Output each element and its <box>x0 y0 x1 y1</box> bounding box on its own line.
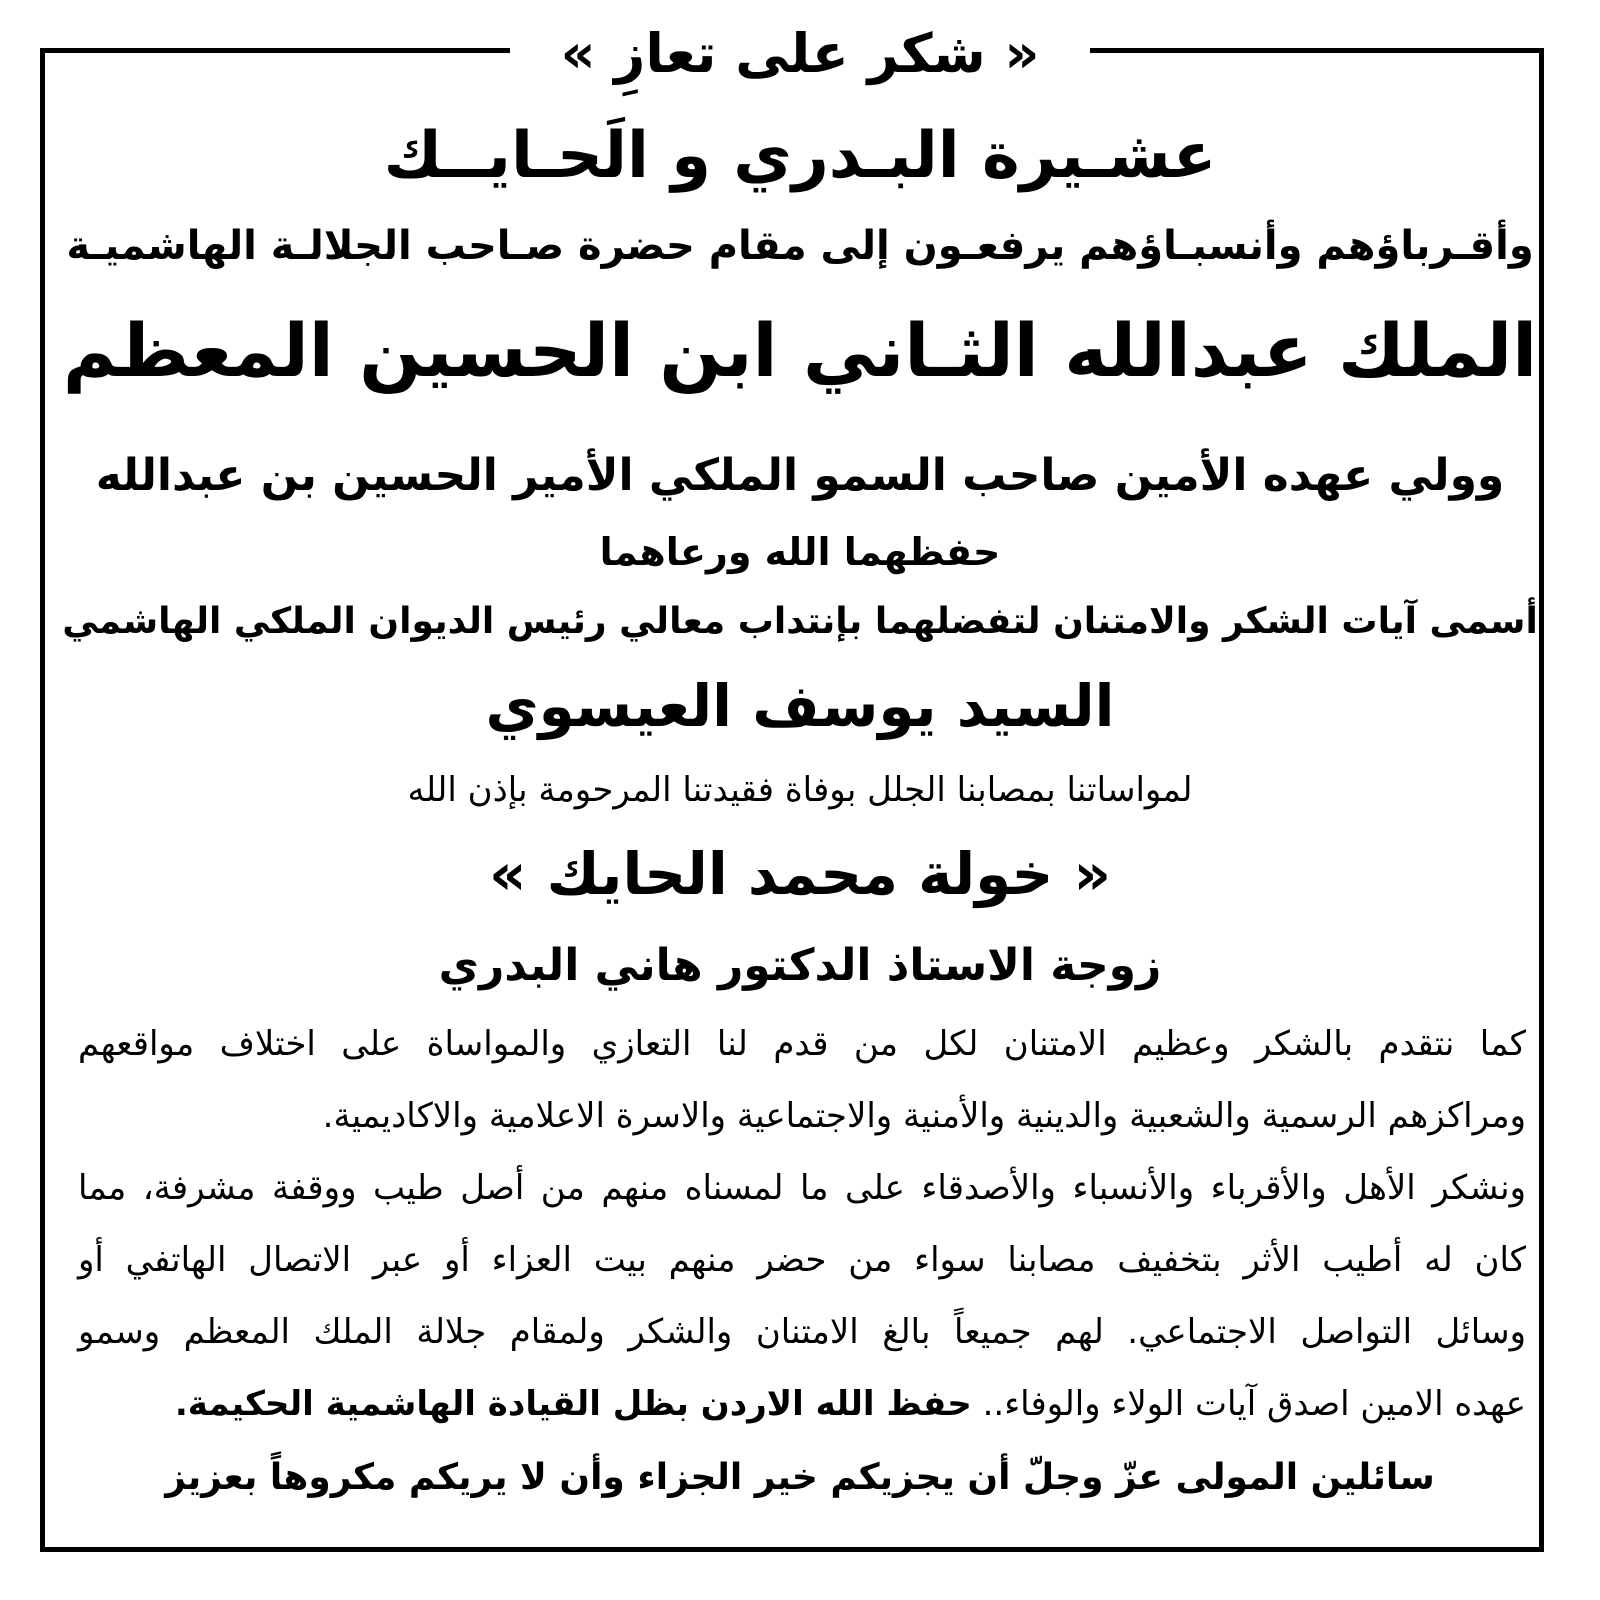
crown-prince-line: وولي عهده الأمين صاحب السمو الملكي الأمير الحسين بن عبدالله <box>95 450 1505 501</box>
body-last-bold: حفظ الله الاردن بظل القيادة الهاشمية الحكيمة. <box>174 1384 972 1424</box>
official-name: السيد يوسف العيسوي <box>485 672 1115 740</box>
intro-line: وأقـرباؤهم وأنسبـاؤهم يرفعـون إلى مقام حضرة صـاحب الجلالـة الهاشميـة <box>66 223 1534 269</box>
notice-title: « شكر على تعازِ » <box>560 22 1040 85</box>
king-name: الملك عبدالله الثـاني ابن الحسين المعظم <box>62 309 1538 394</box>
body-line: كما نتقدم بالشكر وعظيم الامتنان لكل من قدم لنا التعازي والمواساة على اختلاف مواقعهم <box>78 1024 1526 1064</box>
body-line: ونشكر الأهل والأقرباء والأنسباء والأصدقاء على ما لمسناه منهم من أصل طيب ووقفة مشرفة، مما <box>78 1168 1526 1208</box>
closing-line: سائلين المولى عزّ وجلّ أن يجزيكم خير الجزاء وأن لا يريكم مكروهاً بعزيز <box>165 1457 1435 1498</box>
body-last-line <box>78 1384 1526 1425</box>
body-line: ومراكزهم الرسمية والشعبية والدينية والأمنية والاجتماعية والاسرة الاعلامية والاكاديمية. <box>322 1096 1526 1136</box>
condolence-line: لمواساتنا بمصابنا الجلل بوفاة فقيدتنا المرحومة بإذن الله <box>407 770 1193 810</box>
body-line: كان له أطيب الأثر بتخفيف مصابنا سواء من حضر منهم بيت العزاء أو عبر الاتصال الهاتفي أو <box>78 1240 1526 1280</box>
blessing-line: حفظهما الله ورعاهما <box>599 530 1001 574</box>
wife-of-line: زوجة الاستاذ الدكتور هاني البدري <box>438 940 1162 991</box>
gratitude-line: أسمى آيات الشكر والامتنان لتفضلهما بإنتداب معالي رئيس الديوان الملكي الهاشمي <box>62 601 1538 642</box>
deceased-name: « خولة محمد الحايك » <box>489 840 1111 908</box>
tribe-name: عشـيرة البـدري و الَحـايــك <box>383 119 1217 193</box>
body-last-plain: عهده الامين اصدق آيات الولاء والوفاء.. <box>971 1384 1526 1424</box>
body-line: وسائل التواصل الاجتماعي. لهم جميعاً بالغ الامتنان والشكر ولمقام جلالة الملك المعظم وسمو <box>78 1312 1526 1352</box>
